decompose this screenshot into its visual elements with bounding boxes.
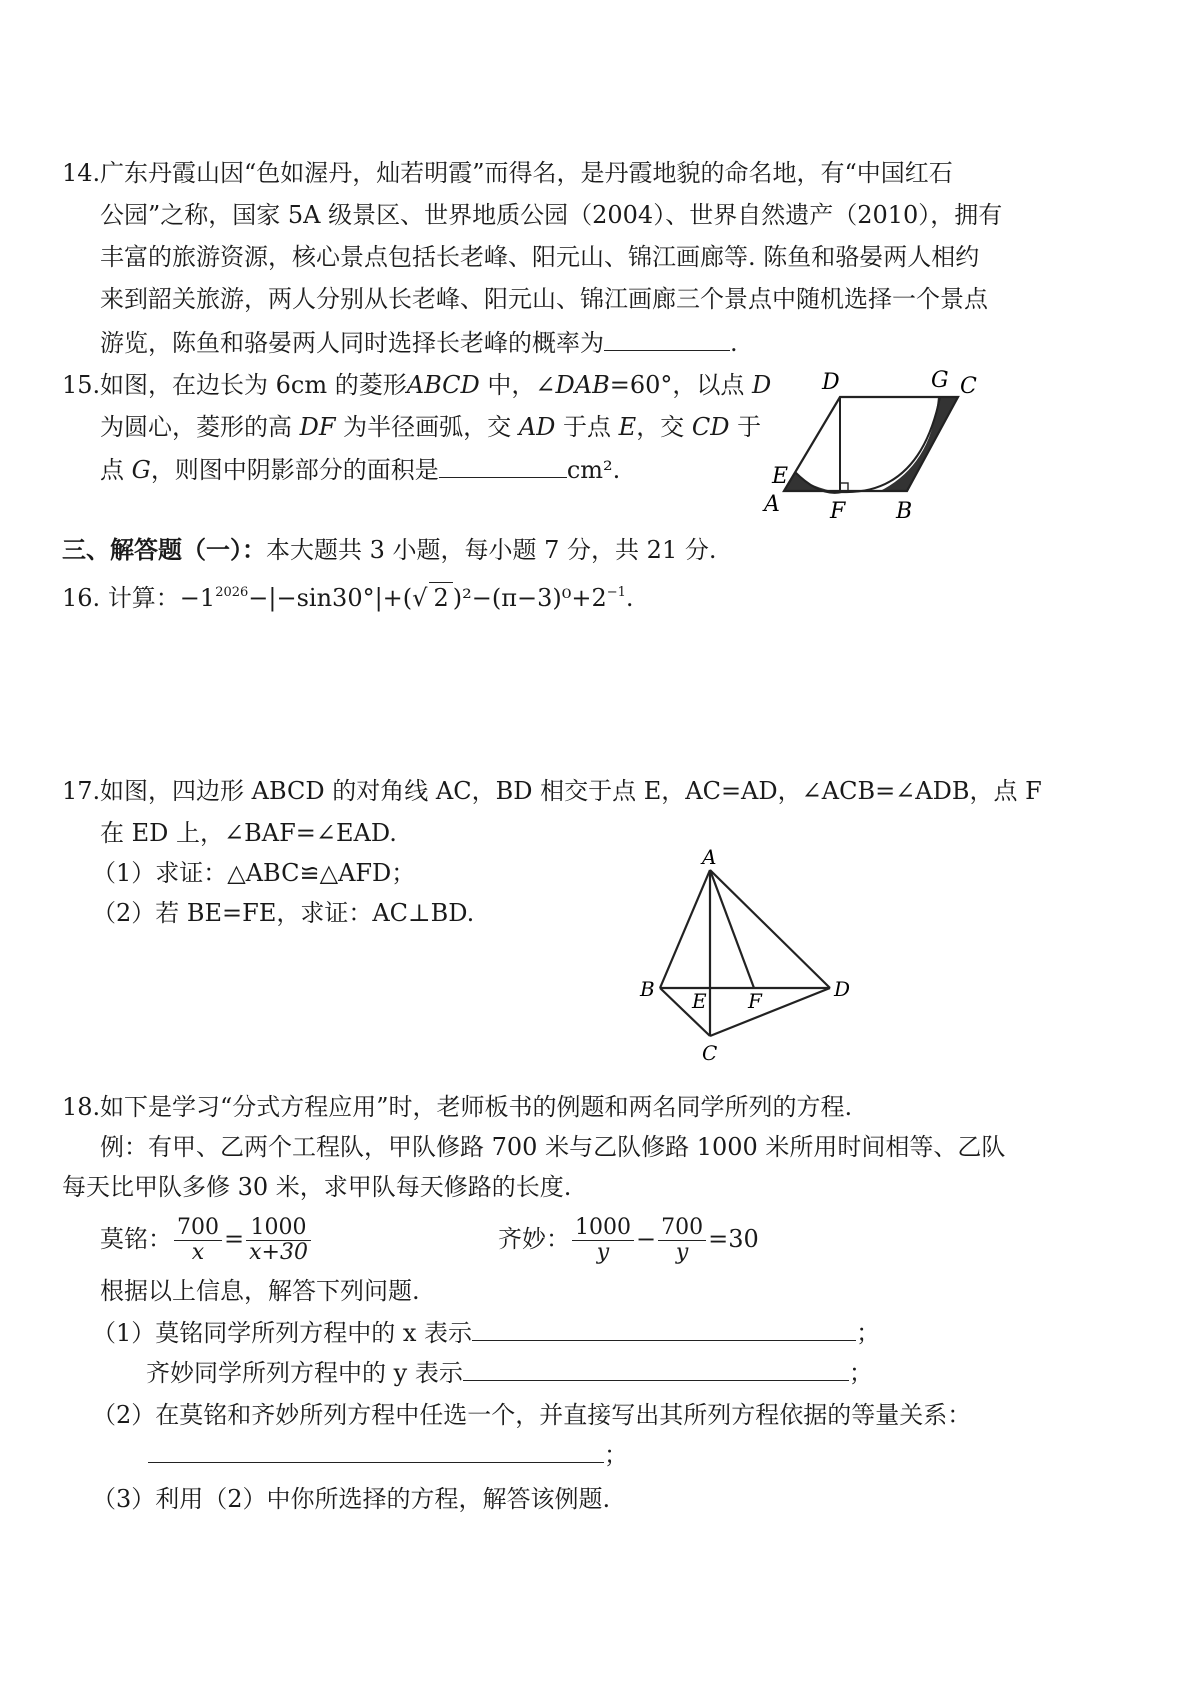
qimiao-frac-1 — [572, 1216, 634, 1265]
moming-eq: = — [224, 1225, 245, 1253]
q18-p1b-text: 齐妙同学所列方程中的 y 表示 — [146, 1359, 463, 1387]
q18-p2-semi: ； — [604, 1441, 628, 1469]
q14-line-1: 广东丹霞山因“色如渥丹，灿若明霞”而得名，是丹霞地貌的命名地，有“中国红石 — [100, 159, 953, 187]
q15-answer-blank[interactable] — [439, 455, 567, 478]
quadrilateral-figure — [630, 840, 870, 1070]
rhombus-figure — [750, 365, 1000, 525]
q14-line-5 — [100, 328, 738, 358]
q14-line-5-text: 游览，陈鱼和骆晏两人同时选择长老峰的概率为 — [100, 329, 604, 357]
shaded-region-left — [784, 472, 832, 491]
q15-l2b: DF — [299, 413, 336, 441]
qimiao-eq: =30 — [708, 1225, 759, 1253]
q15-l1b: ABCD — [406, 371, 480, 399]
qimiao-den-1: y — [572, 1240, 634, 1265]
side-cd — [710, 988, 830, 1036]
q15-l2e: 于点 — [555, 413, 619, 441]
shaded-region-right — [880, 397, 958, 491]
q16-sqrt: 2 — [429, 582, 452, 613]
q15-l2c: 为半径画弧，交 — [335, 413, 519, 441]
q18-part-2: （2）在莫铭和齐妙所列方程中任选一个，并直接写出其所列方程依据的等量关系： — [92, 1401, 972, 1429]
q18-number: 18. — [62, 1093, 101, 1121]
q18-info: 根据以上信息，解答下列问题. — [100, 1277, 420, 1305]
qimiao-den-2: y — [658, 1240, 706, 1265]
label-d: D — [822, 370, 840, 395]
q15-l1c: 中，∠ — [479, 371, 556, 399]
side-ab — [660, 870, 710, 988]
section-3-desc: 本大题共 3 小题，每小题 7 分，共 21 分. — [266, 536, 717, 564]
label-b: B — [896, 499, 913, 524]
q15-l3b: G — [131, 456, 151, 484]
q15-number: 15. — [62, 371, 101, 399]
qimiao-frac-2 — [658, 1216, 706, 1265]
q15-line-3 — [100, 455, 620, 485]
label-a: A — [764, 492, 780, 517]
q16-exp1: 2026 — [215, 585, 249, 600]
q14-number: 14. — [62, 159, 101, 187]
q18-p1a-text: （1）莫铭同学所列方程中的 x 表示 — [92, 1319, 473, 1347]
q15-l2d: AD — [518, 413, 556, 441]
q17-number: 17. — [62, 777, 101, 805]
q15-line-2 — [100, 412, 761, 442]
q16-number: 16. — [62, 584, 101, 612]
moming-num-2: 1000 — [250, 1215, 307, 1240]
qimiao-label: 齐妙： — [498, 1225, 570, 1253]
q15-l3c: ，则图中阴影部分的面积是 — [150, 456, 439, 484]
section-3-heading — [62, 535, 716, 565]
q18-p1b-semi: ； — [848, 1359, 873, 1387]
q15-l2f: E — [618, 413, 637, 441]
q14-line-4: 来到韶关旅游，两人分别从长老峰、阳元山、锦江画廊三个景点中随机选择一个景点 — [100, 285, 988, 313]
side-ad — [710, 870, 830, 988]
q18-part-2-answer — [148, 1440, 628, 1470]
qimiao-num-1: 1000 — [575, 1215, 631, 1240]
label-c: C — [702, 1041, 718, 1065]
label-f: F — [830, 499, 846, 524]
q16-prefix: 计算：−1 — [107, 584, 216, 612]
label-d: D — [834, 977, 851, 1001]
q18-p1b-blank[interactable] — [463, 1358, 849, 1381]
q18-part-3: （3）利用（2）中你所选择的方程，解答该例题. — [92, 1485, 611, 1513]
arc-eg — [795, 397, 940, 493]
moming-equation — [100, 1214, 313, 1265]
label-c: C — [960, 374, 977, 399]
q17-part-1: （1）求证：△ABC≌△AFD； — [92, 859, 416, 887]
moming-den-1: x — [174, 1240, 222, 1265]
label-b: B — [640, 977, 655, 1001]
q14-line-2: 公园”之称，国家 5A 级景区、世界地质公园（2004）、世界自然遗产（2010），拥有 — [100, 201, 1003, 229]
q15-l2g: ，交 — [636, 413, 692, 441]
q18-example-2: 每天比甲队多修 30 米，求甲队每天修路的长度. — [62, 1173, 572, 1201]
qimiao-minus: − — [636, 1225, 657, 1253]
q15-l3a: 点 — [100, 456, 132, 484]
q18-p1a-semi: ； — [856, 1319, 881, 1347]
q14-answer-blank[interactable] — [604, 328, 730, 351]
label-e: E — [772, 464, 789, 489]
q18-example-1: 例：有甲、乙两个工程队，甲队修路 700 米与乙队修路 1000 米所用时间相等、乙队 — [100, 1133, 1006, 1161]
q16-part3: )²−(π−3)⁰+2 — [452, 584, 607, 612]
rhombus-outline — [784, 397, 958, 491]
right-angle-mark — [840, 483, 848, 491]
q15-l2i: 于 — [729, 413, 762, 441]
segment-af — [710, 870, 754, 988]
q17-part-2: （2）若 BE=FE，求证：AC⊥BD. — [92, 899, 475, 927]
label-f: F — [748, 989, 762, 1013]
moming-label: 莫铭： — [100, 1225, 172, 1253]
q16 — [62, 578, 634, 613]
q17-line-2: 在 ED 上，∠BAF=∠EAD. — [100, 819, 397, 847]
label-a: A — [702, 845, 717, 869]
q18-intro: 如下是学习“分式方程应用”时，老师板书的例题和两名同学所列的方程. — [100, 1093, 853, 1121]
q15-l1f: D — [752, 371, 772, 399]
q17-line-1: 如图，四边形 ABCD 的对角线 AC，BD 相交于点 E，AC=AD，∠ACB=∠ADB，点 F — [100, 777, 1042, 805]
section-3-title: 三、解答题（一）： — [62, 535, 266, 564]
q16-end: . — [625, 584, 634, 612]
moming-frac-2 — [246, 1216, 311, 1265]
sqrt-symbol: √ — [412, 584, 428, 612]
q15-l2h: CD — [691, 413, 730, 441]
q18-part-1b — [146, 1358, 873, 1388]
moming-num-1: 700 — [177, 1215, 219, 1240]
q15-l3d: cm². — [566, 456, 621, 484]
q18-part-1a — [92, 1318, 880, 1348]
qimiao-equation — [498, 1214, 759, 1265]
label-e: E — [692, 989, 707, 1013]
moming-den-2: x+30 — [246, 1240, 311, 1265]
q18-p2-blank[interactable] — [148, 1440, 604, 1463]
q16-exp2: −1 — [606, 585, 626, 600]
q14-line-3: 丰富的旅游资源，核心景点包括长老峰、阳元山、锦江画廊等. 陈鱼和骆晏两人相约 — [100, 243, 980, 271]
q15-l2a: 为圆心，菱形的高 — [100, 413, 300, 441]
label-g: G — [931, 368, 949, 393]
q15-line-1 — [100, 370, 771, 400]
q15-l1e: =60°，以点 — [609, 371, 753, 399]
q18-p1a-blank[interactable] — [472, 1318, 856, 1341]
q15-l1d: DAB — [555, 371, 610, 399]
moming-frac-1 — [174, 1216, 222, 1265]
qimiao-num-2: 700 — [661, 1215, 704, 1240]
q14-end: . — [730, 329, 738, 357]
q15-l1a: 如图，在边长为 6cm 的菱形 — [100, 371, 407, 399]
q16-part2: −|−sin30°|+( — [248, 584, 413, 612]
